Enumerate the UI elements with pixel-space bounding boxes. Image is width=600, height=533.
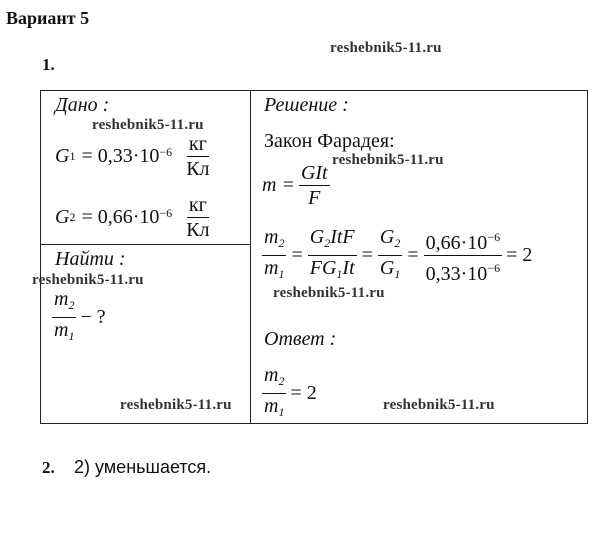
given-g2: G 2 = 0,66·10 $^{-6}$ $\frac{кг}{Кл}$: [55, 194, 210, 241]
task-2-number: 2.: [42, 458, 55, 477]
watermark: reshebnik5-11.ru: [32, 272, 144, 288]
faraday-law-title: Закон Фарадея:: [264, 130, 395, 152]
watermark: reshebnik5-11.ru: [332, 152, 444, 168]
watermark: reshebnik5-11.ru: [120, 397, 232, 413]
column-divider: [250, 90, 251, 424]
faraday-formula: m = $\frac{\text{GIt}}{F}$: [262, 162, 328, 209]
watermark: reshebnik5-11.ru: [383, 397, 495, 413]
task-2-answer: 2) уменьшается.: [74, 457, 212, 477]
given-label: Дано :: [55, 94, 110, 116]
watermark: reshebnik5-11.ru: [273, 285, 385, 301]
task-1-number: 1.: [42, 55, 55, 74]
find-label: Найти :: [55, 248, 126, 270]
given-g1: G 1 = 0,33·10 $^{-6}$ $\frac{кг}{Кл}$: [55, 133, 210, 180]
solution-label: Решение :: [264, 94, 349, 116]
watermark: reshebnik5-11.ru: [92, 117, 204, 133]
unit-fraction: $\frac{кг}{Кл}$: [186, 194, 210, 241]
find-ratio: $\frac{m_2}{m_1}$ − ?: [54, 288, 106, 343]
page-title: Вариант 5: [6, 8, 90, 28]
watermark: reshebnik5-11.ru: [330, 40, 442, 56]
ratio-derivation: $\frac{m_2}{m_1}$ = $\frac{G_2ItF}{FG_1It}$ = $\frac{G_2}{G_1}$ = $\frac{0,66\cdot 10^{-6}}{0,33\cdot 10^{-6}}$ = 2: [264, 226, 533, 285]
answer-ratio: $\frac{m_2}{m_1}$ = 2: [264, 364, 317, 419]
row-divider: [40, 244, 251, 245]
unit-fraction: $\frac{кг}{Кл}$: [186, 133, 210, 180]
answer-label: Ответ :: [264, 328, 337, 350]
